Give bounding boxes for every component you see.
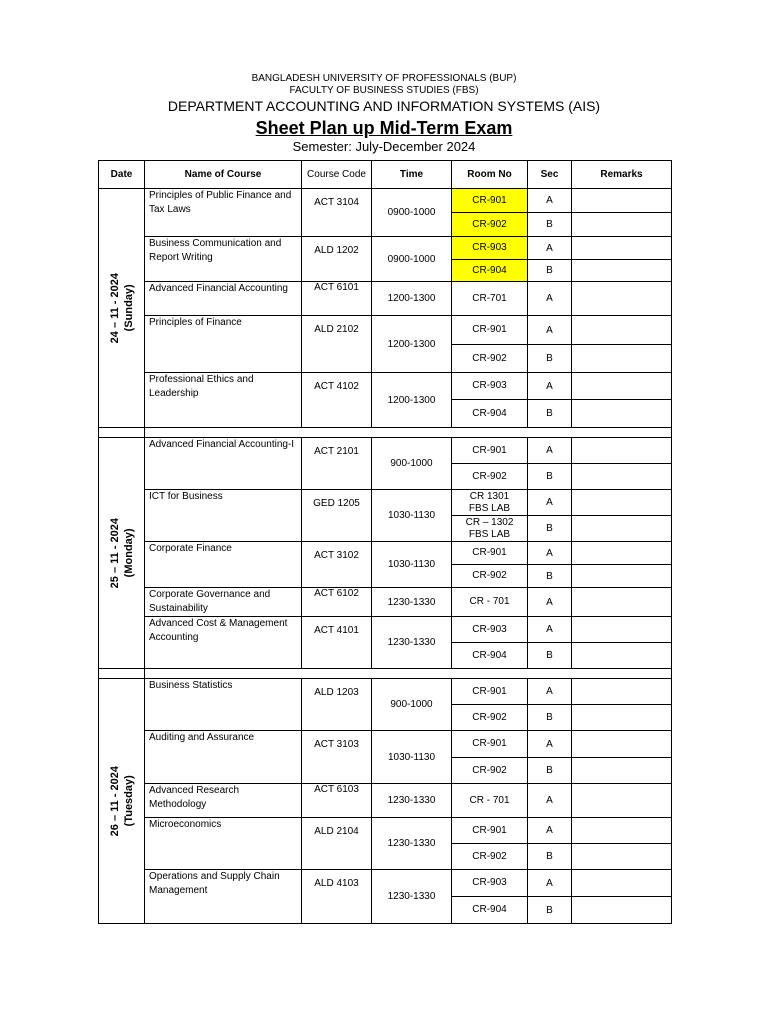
remarks-cell [572,213,672,237]
date-value: 24 – 11 - 2024 [108,272,121,344]
weekday-value: (Monday) [122,528,135,578]
section: A [528,870,572,897]
room-number: CR-901 [452,818,528,844]
section: B [528,643,572,669]
exam-time: 900-1000 [372,438,452,490]
section: A [528,237,572,260]
course-code: ACT 4102 [302,373,372,428]
course-code: ACT 6101 [302,282,372,316]
course-name: Auditing and Assurance [145,731,302,784]
table-row [99,316,672,345]
room-number: CR-902 [452,213,528,237]
remarks-cell [572,490,672,516]
remarks-cell [572,617,672,643]
course-name: Principles of Finance [145,316,302,373]
remarks-cell [572,516,672,542]
room-number: CR-903 [452,237,528,260]
section: B [528,705,572,731]
exam-time: 1030-1130 [372,731,452,784]
date-label [108,273,136,343]
course-name: Advanced Cost & Management Accounting [145,617,302,669]
remarks-cell [572,758,672,784]
room-number: CR-904 [452,643,528,669]
room-number: CR-901 [452,189,528,213]
table-row [99,189,672,213]
table-row [99,818,672,844]
faculty-name: FACULTY OF BUSINESS STUDIES (FBS) [289,85,479,96]
remarks-cell [572,237,672,260]
room-number: CR-902 [452,705,528,731]
table-body [99,189,672,924]
remarks-cell [572,565,672,588]
course-code: ALD 1202 [302,237,372,282]
remarks-cell [572,345,672,373]
room-number: CR-901 [452,679,528,705]
table-row [99,373,672,400]
table-row [99,617,672,643]
remarks-cell [572,316,672,345]
room-number: CR-901 [452,438,528,464]
weekday-value: (Tuesday) [122,775,135,827]
course-name: Advanced Financial Accounting-I [145,438,302,490]
course-name: Advanced Research Methodology [145,784,302,818]
exam-time: 0900-1000 [372,237,452,282]
separator-cell [99,669,145,679]
course-code: ACT 3102 [302,542,372,588]
section: B [528,516,572,542]
course-name: Corporate Governance and Sustainability [145,588,302,617]
section: B [528,345,572,373]
room-number: CR-902 [452,345,528,373]
remarks-cell [572,373,672,400]
section: A [528,818,572,844]
course-name: Business Communication and Report Writing [145,237,302,282]
room-number: CR – 1302 FBS LAB [452,516,528,542]
semester-label: Semester: July-December 2024 [292,139,476,154]
section: B [528,464,572,490]
course-name: ICT for Business [145,490,302,542]
room-number: CR-901 [452,731,528,758]
remarks-cell [572,844,672,870]
course-name: Microeconomics [145,818,302,870]
course-code: GED 1205 [302,490,372,542]
section: A [528,731,572,758]
exam-time: 0900-1000 [372,189,452,237]
table-header-row [99,161,672,189]
course-name: Business Statistics [145,679,302,731]
remarks-cell [572,260,672,282]
table-row [99,542,672,565]
exam-time: 1230-1330 [372,784,452,818]
table-row [99,679,672,705]
date-cell [99,438,145,669]
course-name: Operations and Supply Chain Management [145,870,302,924]
room-number: CR - 701 [452,588,528,617]
exam-time: 1030-1130 [372,490,452,542]
date-cell [99,679,145,924]
remarks-cell [572,588,672,617]
section: A [528,316,572,345]
section: B [528,260,572,282]
col-header-remarks: Remarks [572,161,672,189]
remarks-cell [572,282,672,316]
section: B [528,897,572,924]
date-value: 26 – 11 - 2024 [108,765,121,837]
room-number: CR-902 [452,844,528,870]
section: B [528,213,572,237]
room-number: CR - 701 [452,784,528,818]
exam-time: 1200-1300 [372,282,452,316]
course-code: ACT 3103 [302,731,372,784]
course-code: ACT 4101 [302,617,372,669]
exam-time: 1030-1130 [372,542,452,588]
separator-cell [99,428,145,438]
exam-time: 1200-1300 [372,316,452,373]
course-code: ACT 6103 [302,784,372,818]
room-number: CR-903 [452,617,528,643]
university-name: BANGLADESH UNIVERSITY OF PROFESSIONALS (BUP) [251,73,517,84]
section: A [528,542,572,565]
remarks-cell [572,438,672,464]
room-number: CR-901 [452,316,528,345]
date-cell [99,189,145,428]
room-number: CR-904 [452,260,528,282]
table-row [99,784,672,818]
date-value: 25 – 11 - 2024 [108,517,121,589]
section: B [528,565,572,588]
section: B [528,400,572,428]
day-separator [99,428,672,438]
section: A [528,189,572,213]
room-number: CR-902 [452,758,528,784]
exam-time: 900-1000 [372,679,452,731]
remarks-cell [572,784,672,818]
col-header-sec: Sec [528,161,572,189]
section: A [528,784,572,818]
remarks-cell [572,464,672,490]
section: A [528,588,572,617]
course-name: Corporate Finance [145,542,302,588]
course-name: Advanced Financial Accounting [145,282,302,316]
room-number: CR 1301 FBS LAB [452,490,528,516]
remarks-cell [572,679,672,705]
separator-cell [145,428,672,438]
table-row [99,490,672,516]
course-code: ALD 2104 [302,818,372,870]
table-row [99,438,672,464]
remarks-cell [572,189,672,213]
remarks-cell [572,897,672,924]
remarks-cell [572,818,672,844]
weekday-value: (Sunday) [122,284,135,332]
table-row [99,588,672,617]
table-row [99,237,672,260]
department-name: DEPARTMENT ACCOUNTING AND INFORMATION SYSTEMS (AIS) [167,98,601,114]
section: B [528,844,572,870]
section: A [528,438,572,464]
course-code: ALD 4103 [302,870,372,924]
remarks-cell [572,870,672,897]
remarks-cell [572,731,672,758]
course-code: ALD 1203 [302,679,372,731]
date-label [108,766,136,836]
room-number: CR-904 [452,400,528,428]
col-header-room: Room No [452,161,528,189]
section: A [528,679,572,705]
section: A [528,617,572,643]
room-number: CR-903 [452,373,528,400]
separator-cell [145,669,672,679]
remarks-cell [572,400,672,428]
col-header-date: Date [99,161,145,189]
table-row [99,870,672,897]
room-number: CR-902 [452,464,528,490]
table-row [99,282,672,316]
course-name: Principles of Public Finance and Tax Laws [145,189,302,237]
room-number: CR-903 [452,870,528,897]
course-code: ACT 2101 [302,438,372,490]
room-number: CR-904 [452,897,528,924]
col-header-time: Time [372,161,452,189]
section: A [528,490,572,516]
exam-time: 1230-1330 [372,870,452,924]
table-row [99,731,672,758]
course-code: ACT 3104 [302,189,372,237]
exam-time: 1230-1330 [372,588,452,617]
section: A [528,282,572,316]
remarks-cell [572,705,672,731]
room-number: CR-901 [452,542,528,565]
course-name: Professional Ethics and Leadership [145,373,302,428]
exam-time: 1200-1300 [372,373,452,428]
course-code: ACT 6102 [302,588,372,617]
section: B [528,758,572,784]
document-title: Sheet Plan up Mid-Term Exam [255,118,513,138]
col-header-code: Course Code [302,161,372,189]
remarks-cell [572,542,672,565]
exam-time: 1230-1330 [372,818,452,870]
day-separator [99,669,672,679]
exam-time: 1230-1330 [372,617,452,669]
exam-schedule-table [98,160,672,924]
section: A [528,373,572,400]
course-code: ALD 2102 [302,316,372,373]
room-number: CR-701 [452,282,528,316]
remarks-cell [572,643,672,669]
room-number: CR-902 [452,565,528,588]
date-label [108,518,136,588]
col-header-course: Name of Course [145,161,302,189]
